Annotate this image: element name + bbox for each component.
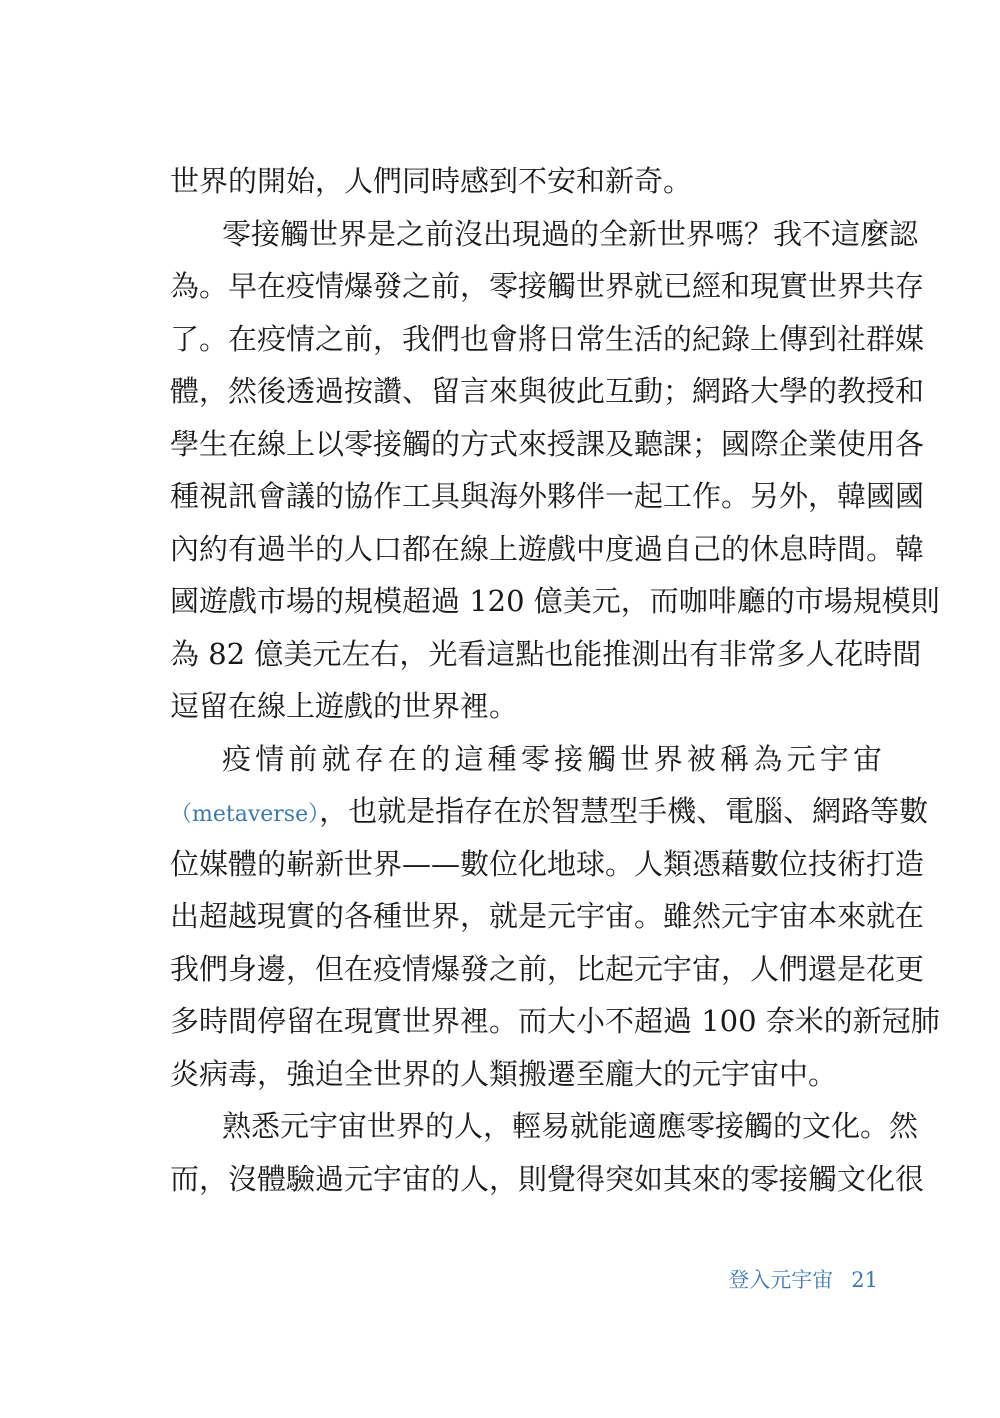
- text-line-with-term: [170, 785, 929, 838]
- text-line: 了。在疫情之前，我們也會將日常生活的紀錄上傳到社群媒: [170, 321, 925, 356]
- text-line: 熟悉元宇宙世界的人，輕易就能適應零接觸的文化。然: [222, 1109, 919, 1143]
- text-line: 零接觸世界是之前沒出現過的全新世界嗎？我不這麼認: [222, 216, 919, 251]
- page-footer: [728, 1264, 878, 1294]
- text-line: 為 82 億美元左右，光看這點也能推測出有非常多人花時間: [170, 636, 922, 671]
- text-line: 位媒體的嶄新世界——數位化地球。人類憑藉數位技術打造: [170, 846, 925, 881]
- text-line: 多時間停留在現實世界裡。而大小不超過 100 奈米的新冠肺: [170, 1004, 940, 1038]
- text-line: 體，然後透過按讚、留言來與彼此互動；網路大學的教授和: [170, 374, 925, 408]
- text-line: 我們身邊，但在疫情爆發之前，比起元宇宙，人們還是花更: [170, 951, 925, 986]
- text-line-continuation: ，也就是指存在於智慧型手機、電腦、網路等數: [319, 794, 929, 828]
- text-line: 國遊戲市場的規模超過 120 億美元，而咖啡廳的市場規模則: [170, 584, 940, 618]
- text-line: 學生在線上以零接觸的方式來授課及聽課；國際企業使用各: [170, 426, 925, 461]
- text-line: 炎病毒，強迫全世界的人類搬遷至龐大的元宇宙中。: [170, 1056, 838, 1091]
- body-text: [170, 155, 940, 1205]
- text-line: 種視訊會議的協作工具與海外夥伴一起工作。另外，韓國國: [170, 479, 925, 513]
- text-line: 而，沒體驗過元宇宙的人，則覺得突如其來的零接觸文化很: [170, 1161, 925, 1196]
- book-title: 登入元宇宙: [728, 1268, 834, 1292]
- text-line: 為。早在疫情爆發之前，零接觸世界就已經和現實世界共存: [170, 269, 925, 303]
- text-line: 疫情前就存在的這種零接觸世界被稱為元宇宙: [222, 741, 882, 776]
- metaverse-term: （metaverse）: [170, 802, 320, 827]
- text-line: 逗留在線上遊戲的世界裡。: [170, 689, 519, 723]
- text-line: 出超越現實的各種世界，就是元宇宙。雖然元宇宙本來就在: [170, 899, 925, 933]
- text-line: 內約有過半的人口都在線上遊戲中度過自己的休息時間。韓: [170, 531, 925, 566]
- page-number: 21: [851, 1268, 878, 1292]
- text-line: 世界的開始，人們同時感到不安和新奇。: [170, 164, 693, 198]
